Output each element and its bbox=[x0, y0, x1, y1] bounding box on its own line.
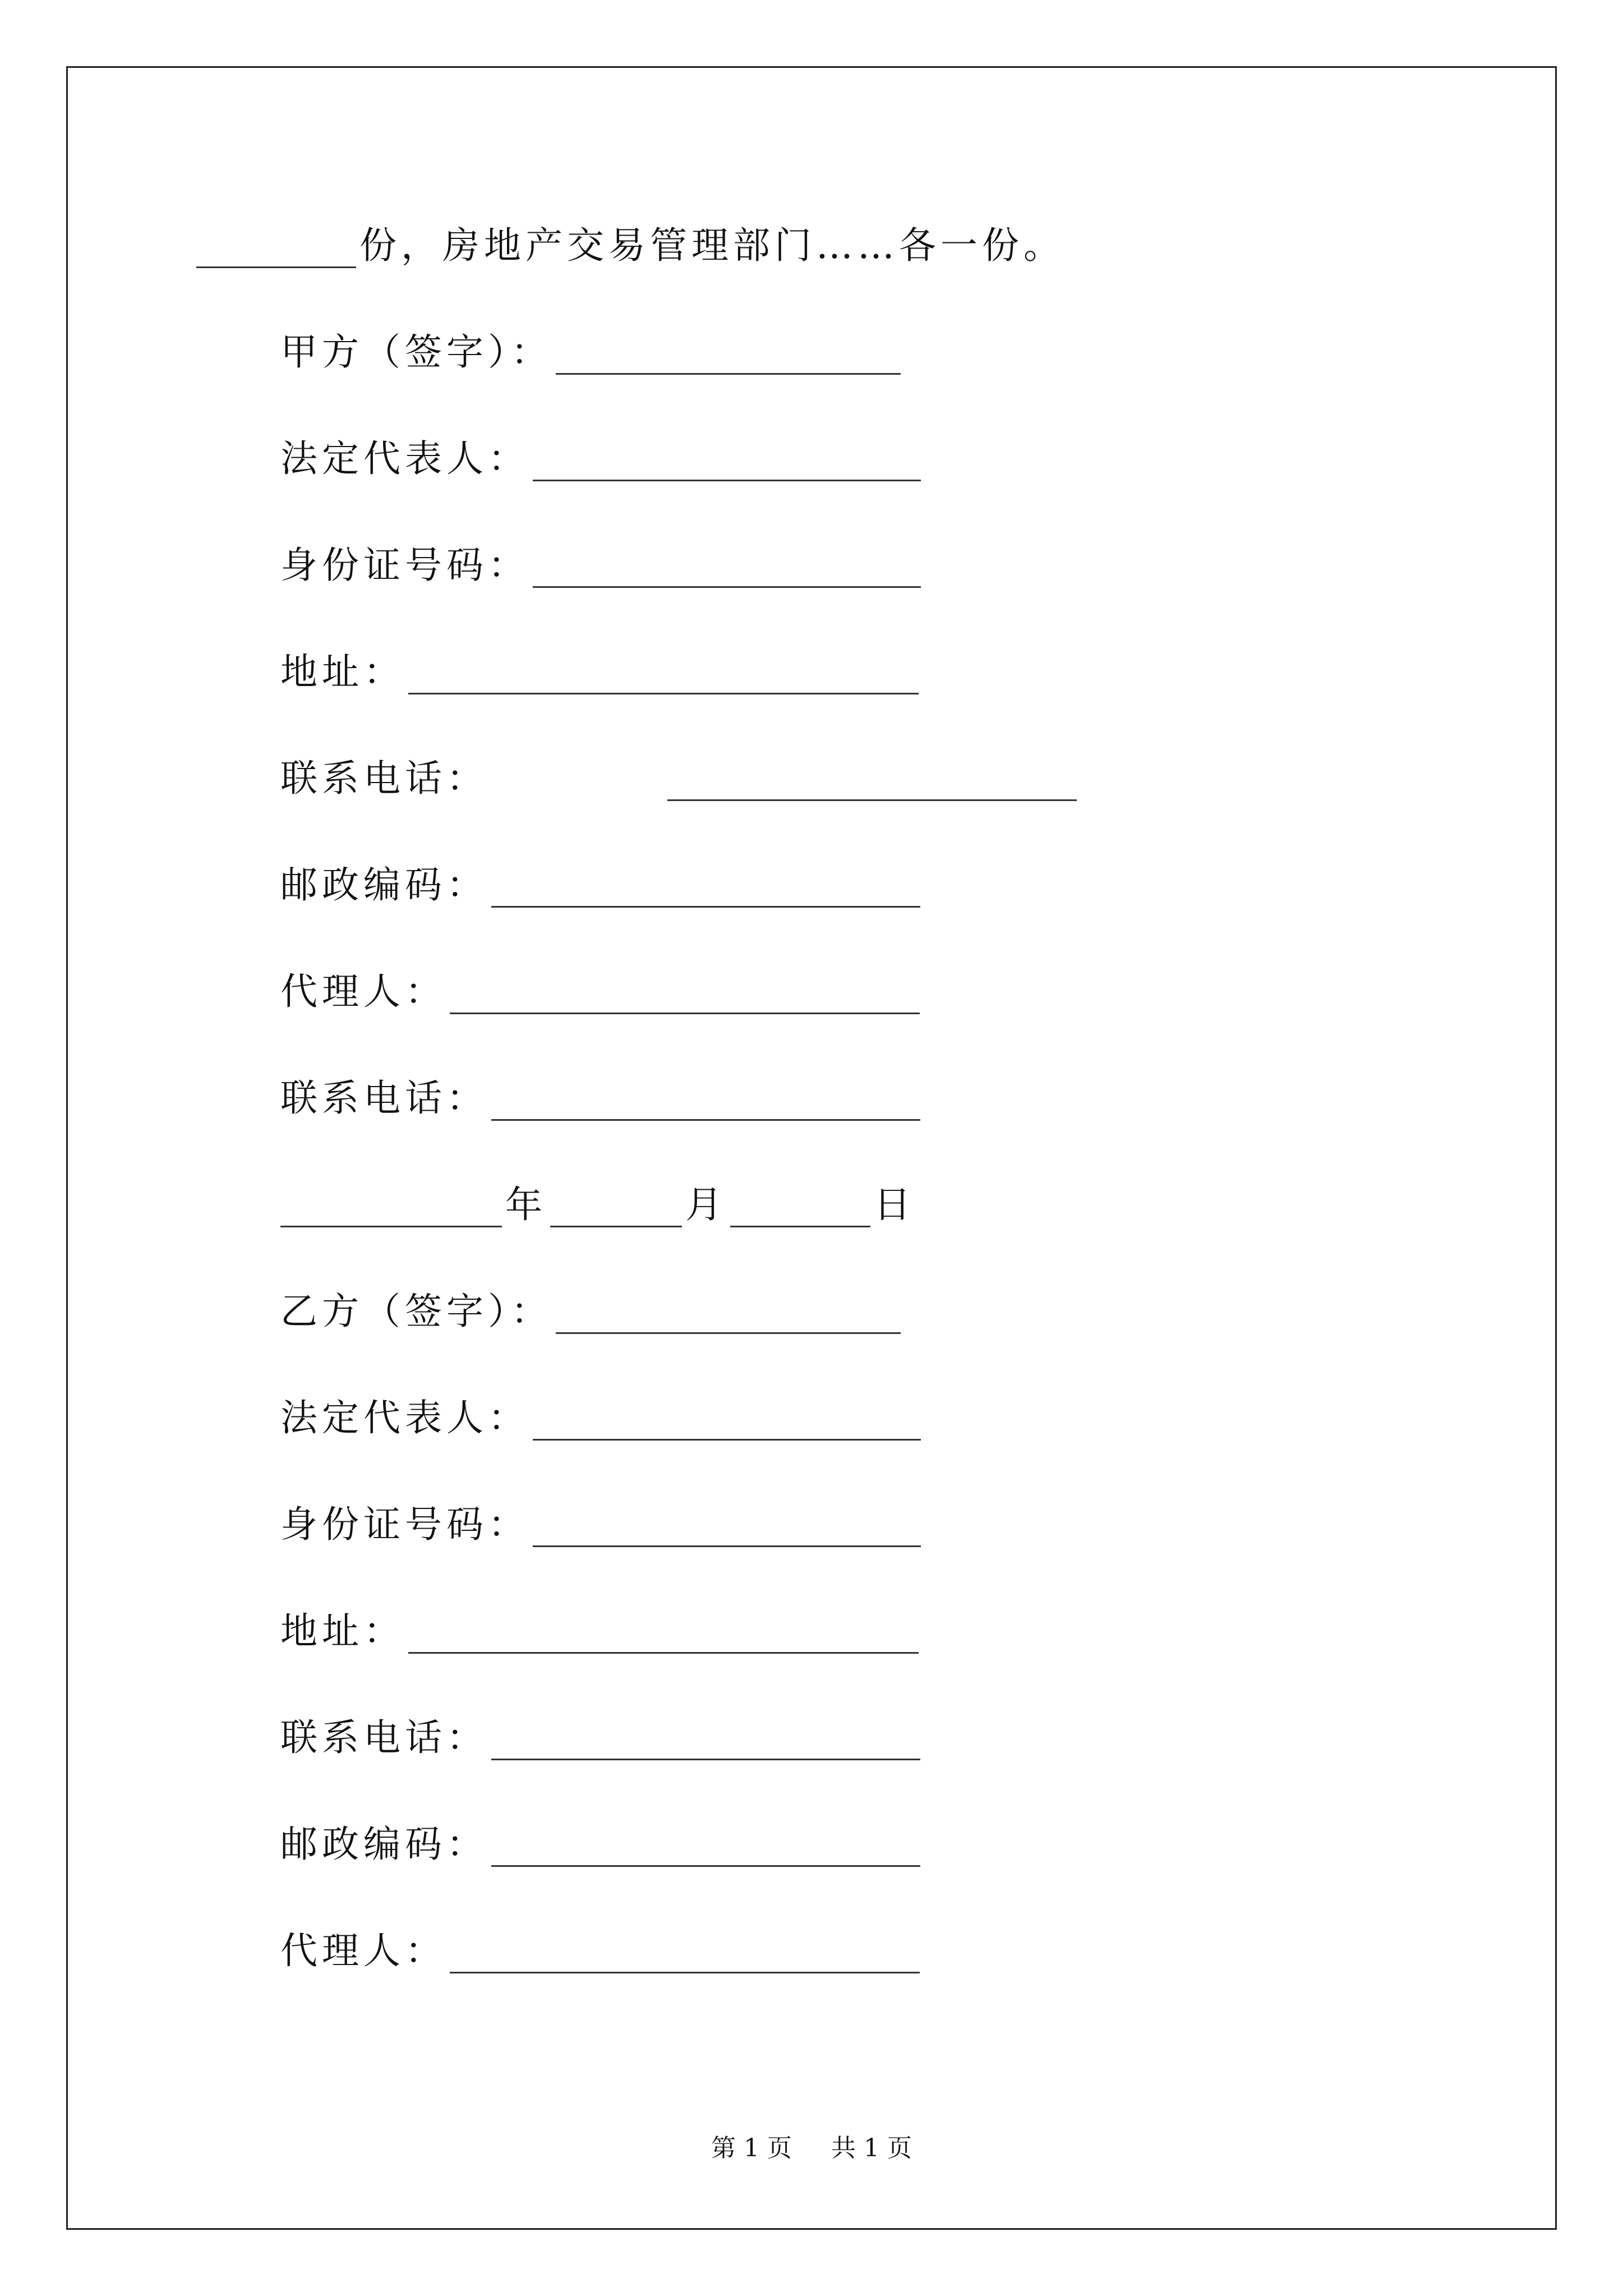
party-a-legal-rep-blank[interactable] bbox=[533, 443, 921, 481]
copies-blank[interactable] bbox=[196, 229, 356, 268]
party-b-phone-blank[interactable] bbox=[491, 1722, 920, 1760]
party-b-postcode-label: 邮政编码： bbox=[280, 1823, 488, 1866]
party-b-address-label: 地址： bbox=[280, 1609, 405, 1653]
page-total: 共 1 页 bbox=[831, 2134, 912, 2162]
party-a-agent-blank[interactable] bbox=[450, 976, 920, 1014]
party-b-agent-row bbox=[280, 1929, 923, 1973]
party-b-address-blank[interactable] bbox=[408, 1615, 919, 1654]
page-number: 第 1 页 bbox=[711, 2134, 792, 2162]
party-a-legal-rep-row bbox=[280, 436, 924, 481]
party-a-sign-blank[interactable] bbox=[556, 336, 901, 375]
party-a-postcode-blank[interactable] bbox=[491, 869, 920, 908]
party-b-phone-row bbox=[280, 1715, 924, 1760]
party-a-agent-row bbox=[280, 969, 923, 1014]
date-row bbox=[280, 1182, 915, 1227]
party-a-sign-label: 甲方（签字）： bbox=[280, 330, 552, 374]
intro-line bbox=[196, 223, 1065, 268]
intro-text: 份，房地产交易管理部门……各一份。 bbox=[359, 224, 1065, 267]
party-a-sign-row bbox=[280, 330, 904, 375]
party-a-id-label: 身份证号码： bbox=[280, 544, 529, 587]
day-blank[interactable] bbox=[730, 1189, 870, 1227]
party-a-postcode-row bbox=[280, 863, 924, 908]
party-a-address-row bbox=[280, 650, 922, 694]
party-a-phone-label: 联系电话： bbox=[280, 757, 488, 800]
party-a-agent-phone-label: 联系电话： bbox=[280, 1076, 488, 1120]
party-a-address-blank[interactable] bbox=[408, 656, 919, 694]
party-b-id-blank[interactable] bbox=[533, 1508, 921, 1547]
party-b-sign-blank[interactable] bbox=[556, 1295, 901, 1334]
page-border bbox=[66, 66, 1557, 2230]
party-b-legal-rep-row bbox=[280, 1396, 924, 1441]
party-a-address-label: 地址： bbox=[280, 650, 405, 693]
party-b-phone-label: 联系电话： bbox=[280, 1716, 488, 1759]
party-b-sign-label: 乙方（签字）： bbox=[280, 1290, 552, 1333]
party-a-agent-phone-blank[interactable] bbox=[491, 1082, 920, 1121]
month-blank[interactable] bbox=[550, 1189, 682, 1227]
year-blank[interactable] bbox=[280, 1189, 502, 1227]
year-label: 年 bbox=[505, 1183, 547, 1226]
party-b-legal-rep-label: 法定代表人： bbox=[280, 1396, 529, 1439]
party-a-phone-row bbox=[280, 756, 1080, 801]
party-b-agent-blank[interactable] bbox=[450, 1935, 920, 1973]
party-b-postcode-row bbox=[280, 1822, 924, 1867]
party-b-id-label: 身份证号码： bbox=[280, 1503, 529, 1546]
party-a-agent-phone-row bbox=[280, 1076, 924, 1121]
party-b-address-row bbox=[280, 1609, 922, 1654]
party-b-postcode-blank[interactable] bbox=[491, 1828, 920, 1867]
party-b-sign-row bbox=[280, 1289, 904, 1334]
party-b-id-row bbox=[280, 1502, 924, 1547]
party-a-phone-blank[interactable] bbox=[667, 762, 1077, 801]
month-label: 月 bbox=[685, 1183, 727, 1226]
party-a-id-blank[interactable] bbox=[533, 549, 921, 588]
day-label: 日 bbox=[874, 1183, 915, 1226]
party-a-postcode-label: 邮政编码： bbox=[280, 863, 488, 907]
party-a-agent-label: 代理人： bbox=[280, 970, 446, 1013]
party-a-id-row bbox=[280, 543, 924, 588]
page-footer bbox=[0, 2132, 1623, 2165]
party-b-agent-label: 代理人： bbox=[280, 1929, 446, 1972]
party-b-legal-rep-blank[interactable] bbox=[533, 1402, 921, 1441]
party-a-legal-rep-label: 法定代表人： bbox=[280, 437, 529, 480]
